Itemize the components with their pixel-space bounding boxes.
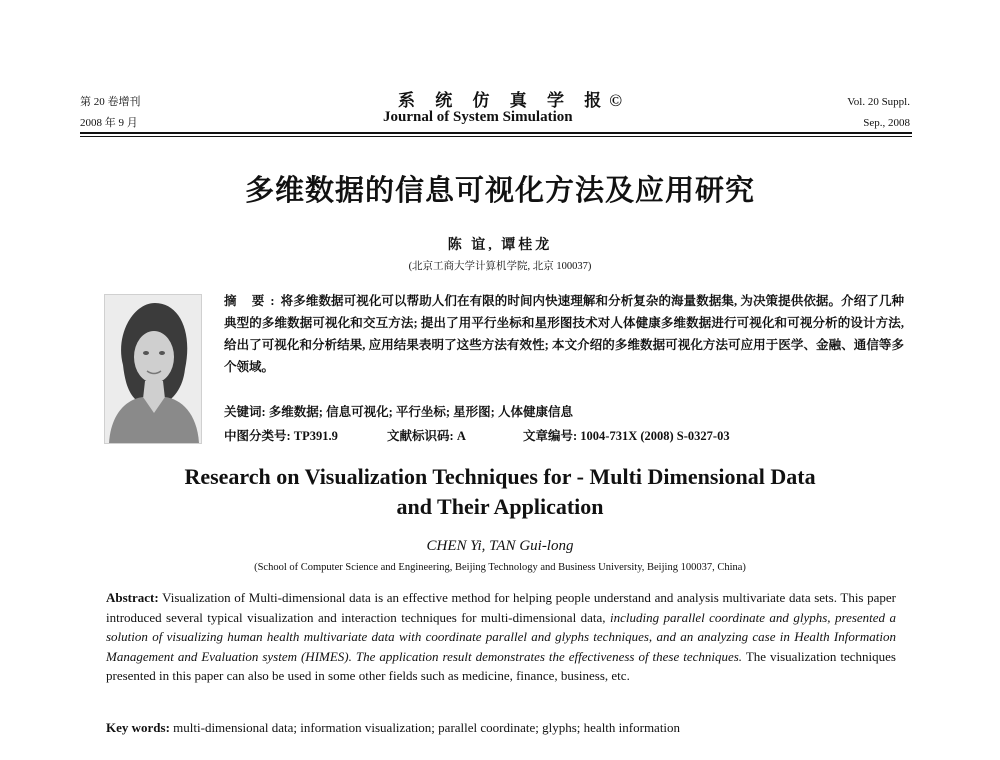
authors-en: CHEN Yi, TAN Gui-long — [426, 538, 574, 554]
author-portrait-icon — [105, 295, 201, 443]
paper-title-en — [0, 462, 1000, 522]
keywords-en-text: multi-dimensional data; information visualization; parallel coordinate; glyphs; health information — [173, 720, 681, 735]
author-photo — [104, 294, 202, 444]
header-rule-thin — [80, 136, 912, 137]
header-rule-thick — [80, 132, 912, 134]
doc-code-label: 文献标识码: — [387, 429, 454, 443]
abstract-en — [106, 588, 896, 686]
abstract-cn-text: 将多维数据可视化可以帮助人们在有限的时间内快速理解和分析复杂的海量数据集, 为决策提供依据。介绍了几种典型的多维数据可视化和交互方法; 提出了用平行坐标和星形图技术对人体健康多维数据进行可视化和可视分析的设计方法, 给出了可视化和分析结果, 应用结果表明了这些方法有效性; 本文介绍的多维数据可视化方法可应用于医学、金融、通信等多个领域。 — [224, 294, 904, 374]
keywords-en — [106, 720, 896, 736]
journal-title-cn: 系 统 仿 真 学 报© — [398, 91, 630, 110]
paper-title-cn: 多维数据的信息可视化方法及应用研究 — [244, 175, 755, 207]
affiliation-cn: (北京工商大学计算机学院, 北京 100037) — [408, 261, 592, 272]
date-cn: 2008 年 9 月 — [80, 117, 138, 129]
paper-title-en-line2: and Their Application — [396, 494, 604, 519]
clc-item — [224, 426, 338, 444]
abstract-en-part3: The visualization techniques presented in this paper can also be used in some other fields such as medicine, finance, business, etc. — [106, 648, 896, 683]
journal-title-en: Journal of System Simulation — [383, 109, 573, 125]
volume-en: Vol. 20 Suppl. — [847, 96, 910, 108]
keywords-cn — [224, 402, 904, 420]
article-no-item — [523, 426, 730, 444]
keywords-cn-text: 多维数据; 信息可视化; 平行坐标; 星形图; 人体健康信息 — [268, 405, 573, 419]
abstract-en-label: Abstract: — [106, 590, 159, 605]
abstract-en-part1: Visualization of Multi-dimensional data is an effective method for helping people understand and analysis multivariate data sets. This paper introduced several typical visualization and interaction techniques for multi-dimensional data, — [106, 590, 896, 625]
classification-line — [224, 426, 730, 444]
abstract-cn-label: 摘 要: — [224, 294, 281, 308]
doc-code-item — [387, 426, 466, 444]
keywords-en-label: Key words: — [106, 720, 170, 735]
clc-label: 中图分类号: — [224, 429, 291, 443]
article-no-label: 文章编号: — [522, 429, 578, 443]
clc-value: TP391.9 — [293, 429, 338, 443]
date-en: Sep., 2008 — [863, 117, 910, 129]
doc-code-value: A — [456, 429, 466, 443]
authors-cn: 陈 谊, 谭桂龙 — [447, 238, 553, 253]
keywords-cn-label: 关键词: — [224, 405, 266, 419]
affiliation-en: (School of Computer Science and Engineering, Beijing Technology and Business University, Beijing 100037, China) — [254, 562, 746, 573]
article-no-value: 1004-731X (2008) S-0327-03 — [580, 429, 730, 443]
abstract-en-part2: including parallel coordinate and glyphs, presented a solution of visualizing human health multivariate data with coordinate parallel and glyphs techniques, and an analyzing case in Health Information Management and Evaluation system (HIMES). The application result demonstrates the effectiveness of these techniques. — [106, 609, 897, 664]
abstract-cn — [224, 290, 904, 378]
paper-title-en-line1: Research on Visualization Techniques for - Multi Dimensional Data — [184, 464, 816, 489]
volume-cn: 第 20 卷增刊 — [80, 96, 141, 108]
